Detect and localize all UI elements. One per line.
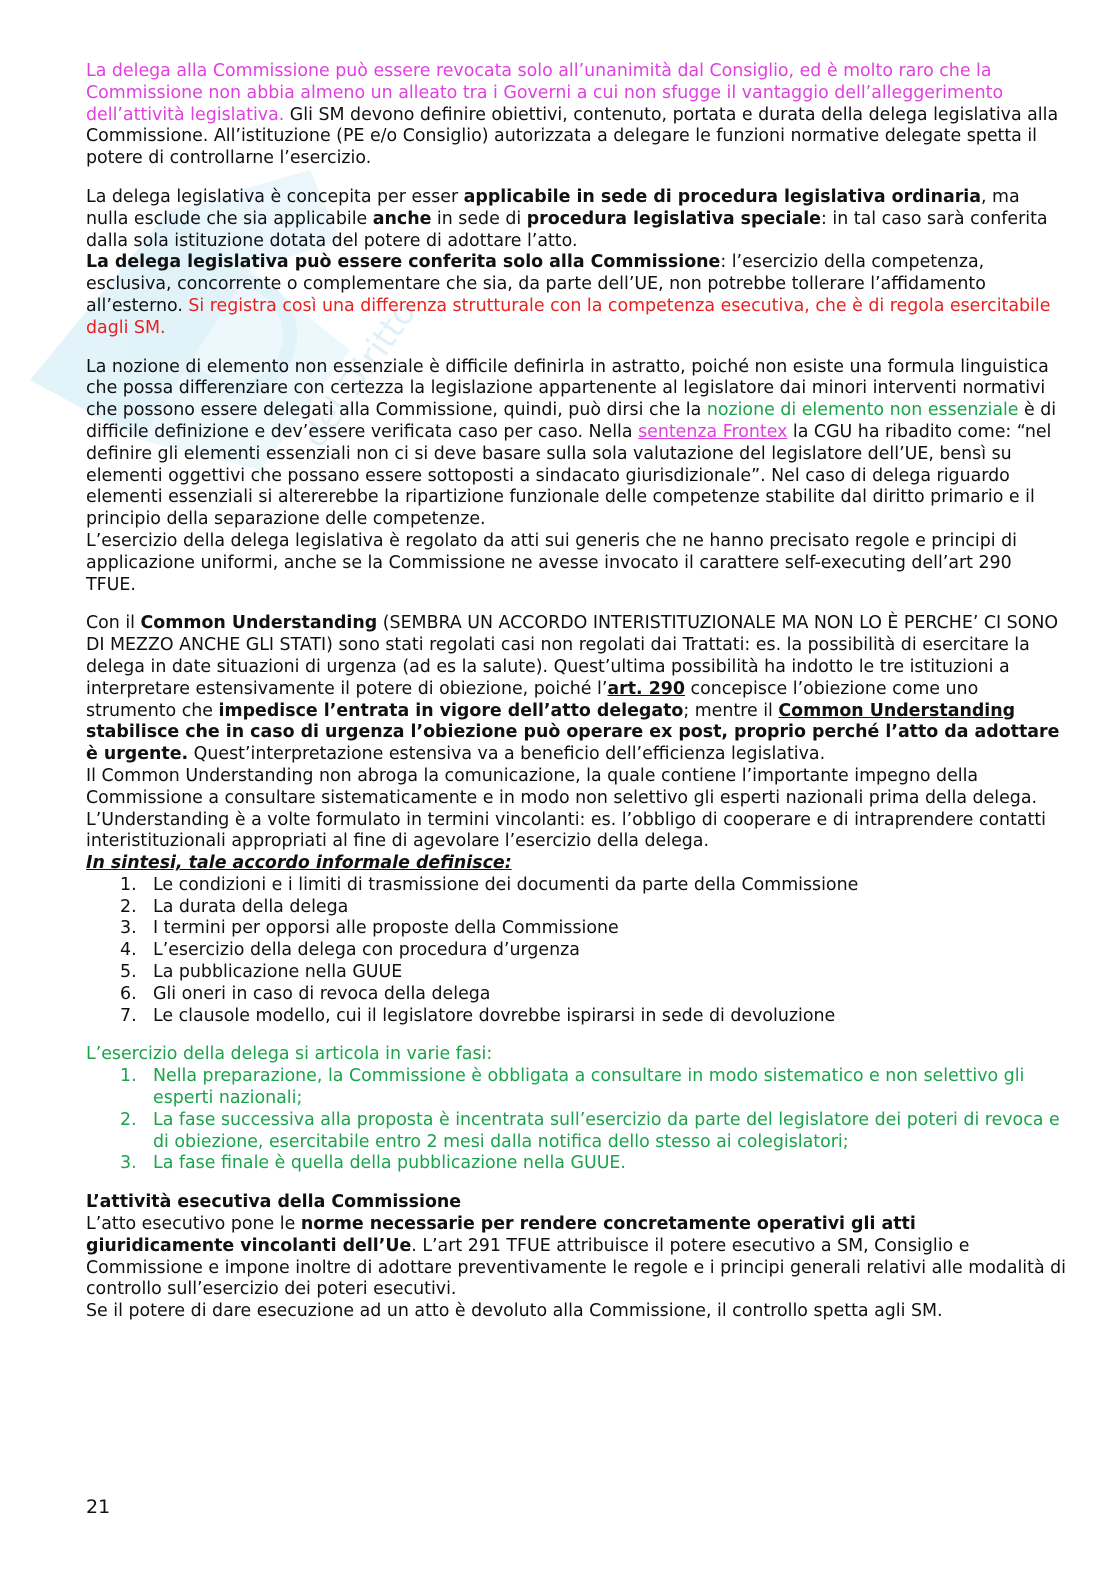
paragraph-common-understanding: Con il Common Understanding (SEMBRA UN ACCORDO INTERISTITUZIONALE MA NON LO È PERCHE’ CI SONO DI MEZZO ANCHE GLI STATI) sono stati regolati casi non regolati dai Trattati: es. la possibilità di esercitare la delega in date situazioni di urgenza (ad es la salute). Quest’ultima possibilità ha indotto le tre istituzioni a interpretare estensivamente il potere di obiezione, poiché l’art. 290 concepisce l’obiezione come uno strumento che impedisce l’entrata in vigore dell’atto delegato; mentre il Common Understanding stabilisce che in caso di urgenza l’obiezione può operare ex post, proprio perché l’atto da adottare è urgente. Quest’interpretazione estensiva va a beneficio dell’efficienza legislativa. <box>86 613 1060 765</box>
list-item: 7. Le clausole modello, cui il legislatore dovrebbe ispirarsi in sede di devoluzione <box>120 1005 836 1026</box>
section-heading-esecutiva: L’attività esecutiva della Commissione <box>86 1192 462 1213</box>
list-item: 1. Le condizioni e i limiti di trasmissione dei documenti da parte della Commissione <box>120 874 859 895</box>
paragraph-comunicazione: Il Common Understanding non abroga la comunicazione, la quale contiene l’importante impegno della Commissione a consultare sistematicamente e in modo non selettivo gli esperti nazionali prima della delega. <box>86 765 1038 808</box>
list-item: 3. La fase finale è quella della pubblicazione nella GUUE. <box>120 1153 626 1174</box>
list-item: 4. L’esercizio della delega con procedura d’urgenza <box>120 940 580 961</box>
paragraph-controllo: Se il potere di dare esecuzione ad un atto è devoluto alla Commissione, il controllo spetta agli SM. <box>86 1301 943 1322</box>
fasi-list <box>86 1066 1066 1175</box>
paragraph-concezione: La delega legislativa è concepita per esser applicabile in sede di procedura legislativa ordinaria, ma nulla esclude che sia applicabile anche in sede di procedura legislativa speciale: in tal caso sarà conferita dalla sola istituzione dotata del potere di adottare l’atto. <box>86 186 1048 251</box>
document-page <box>86 61 1066 1323</box>
paragraph-nozione: La nozione di elemento non essenziale è difficile definirla in astratto, poiché non esiste una formula linguistica che possa differenziare con certezza la legislazione appartenente al legislatore dai minori interventi normativi che possono essere delegati alla Commissione, quindi, può dirsi che la nozione di elemento non essenziale è di difficile definizione e dev’essere verificata caso per caso. Nella sentenza Frontex la CGU ha ribadito come: “nel definire gli elementi essenziali non ci si deve basare sulla sola valutazione del legislatore dell’UE, bensì su elementi oggettivi che possano essere sottoposti a sindacato giurisdizionale”. Nel caso di delega riguardo elementi essenziali si altererebbe la ripartizione funzionale delle competenze stabilite dal diritto primario e il principio della separazione delle competenze. <box>86 356 1057 530</box>
list-item: 2. La fase successiva alla proposta è incentrata sull’esercizio da parte del legislatore dei poteri di revoca e di obiezione, esercitabile entro 2 mesi dalla notifica dello stesso ai colegislatori; <box>120 1109 1060 1152</box>
list-item: 1. Nella preparazione, la Commissione è obbligata a consultare in modo sistematico e non selettivo gli esperti nazionali; <box>120 1066 1025 1109</box>
page-number: 21 <box>86 1496 111 1518</box>
differenza-highlight: Si registra così una differenza strutturale con la competenza esecutiva, che è di regola esercitabile dagli SM. <box>86 295 1051 338</box>
list-item: 6. Gli oneri in caso di revoca della delega <box>120 983 491 1004</box>
revoca-highlight: La delega alla Commissione può essere revocata solo all’unanimità dal Consiglio, ed è molto raro che la Commissione non abbia almeno un alleato tra i Governi a cui non sfugge il vantaggio dell’alleggerimento dell’attività legislativa. <box>86 61 1004 125</box>
paragraph-revoca <box>86 61 1066 170</box>
sintesi-list <box>86 875 1066 1028</box>
revoca-text: Gli SM devono definire obiettivi, contenuto, portata e durata della delega legislativa alla Commissione. All’istituzione (PE e/o Consiglio) autorizzata a delegare le funzioni normative delegate spetta il potere di controllarne l’esercizio. <box>86 104 1059 169</box>
paragraph-sui-generis: L’esercizio della delega legislativa è regolato da atti sui generis che ne hanno precisato regole e principi di applicazione uniformi, anche se la Commissione ne avesse invocato il carattere self-executing dell’art 290 TFUE. <box>86 530 1018 595</box>
watermark-text: del Diritto <box>294 293 425 456</box>
sentenza-frontex-link[interactable]: sentenza Frontex <box>638 421 788 442</box>
paragraph-conferimento: La delega legislativa può essere conferita solo alla Commissione: l’esercizio della competenza, esclusiva, concorrente o complementare che sia, da parte dell’UE, non potrebbe tollerare l’affidamento all’esterno. Si registra così una differenza strutturale con la competenza esecutiva, che è di regola esercitabile dagli SM. <box>86 252 1051 338</box>
fasi-intro: L’esercizio della delega si articola in varie fasi: <box>86 1044 493 1065</box>
paragraph-esecutiva: L’atto esecutivo pone le norme necessarie per rendere concretamente operativi gli atti giuridicamente vincolanti dell’Ue. L’art 291 TFUE attribuisce il potere esecutivo a SM, Consiglio e Commissione e impone inoltre di adottare preventivamente le regole e i principi generali relativi alle modalità di controllo sull’esercizio dei poteri esecutivi. <box>86 1214 1067 1300</box>
list-item: 3. I termini per opporsi alle proposte della Commissione <box>120 918 619 939</box>
list-item: 5. La pubblicazione nella GUUE <box>120 962 403 983</box>
list-item: 2. La durata della delega <box>120 896 349 917</box>
sintesi-heading: In sintesi, tale accordo informale definisce: <box>86 853 512 874</box>
paragraph-vincolanti: L’Understanding è a volte formulato in termini vincolanti: es. l’obbligo di cooperare e di intraprendere contatti interistituzionali appropriati al fine di agevolare l’esercizio della delega. <box>86 809 1047 852</box>
